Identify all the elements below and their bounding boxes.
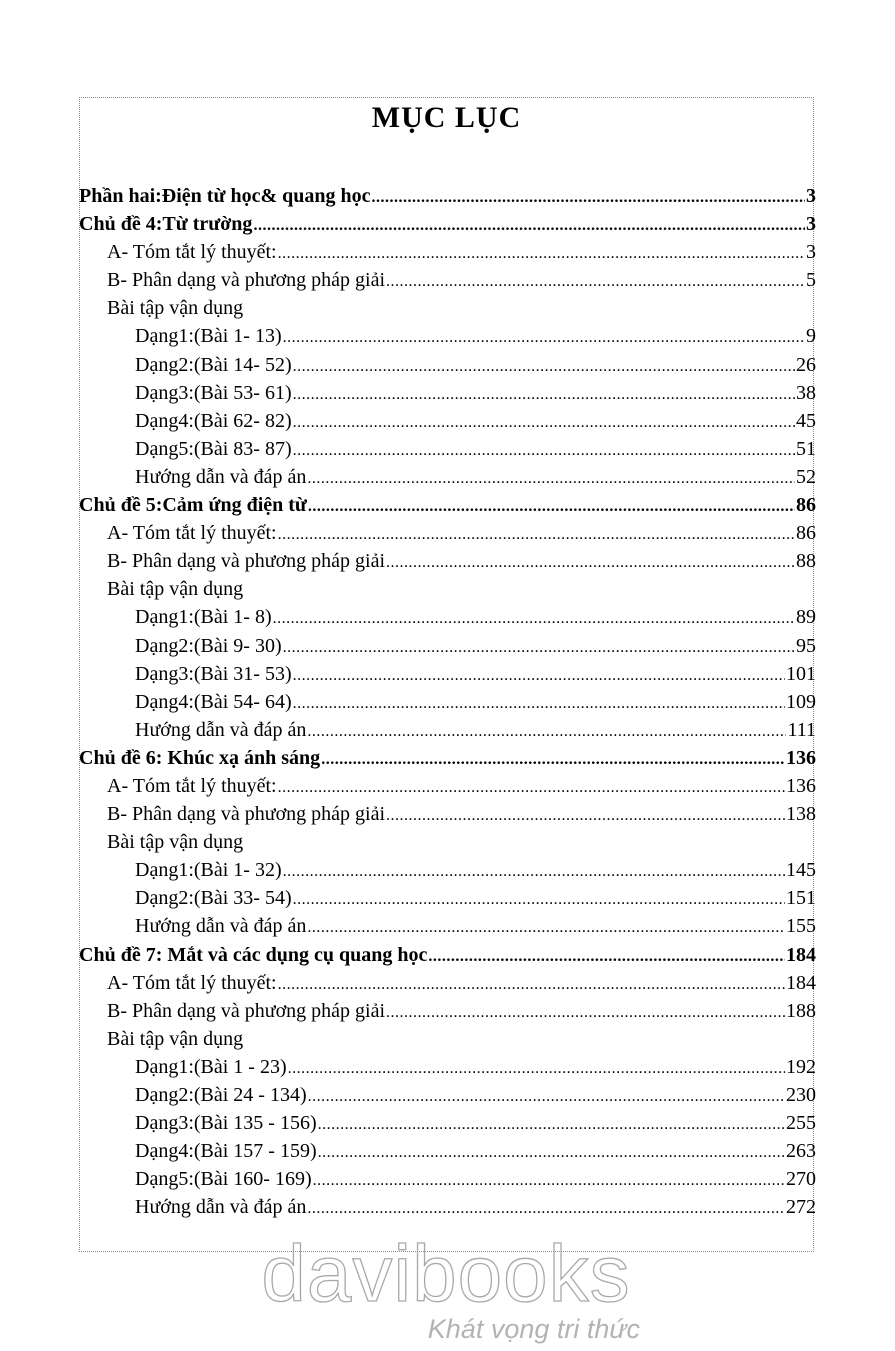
toc-subsection-entry[interactable] [79, 603, 816, 631]
toc-dot-leader [386, 802, 785, 828]
table-of-contents [79, 182, 816, 1221]
toc-chapter-entry[interactable] [79, 182, 816, 210]
toc-entry-label: B- Phân dạng và phương pháp giải [107, 999, 386, 1022]
toc-dot-leader [278, 240, 805, 266]
toc-subsection-entry[interactable] [79, 379, 816, 407]
toc-entry-label: Dạng3:(Bài 53- 61) [135, 381, 292, 404]
toc-subsection-entry[interactable] [79, 1137, 816, 1165]
toc-page-number: 151 [786, 887, 816, 910]
toc-entry-label: Dạng4:(Bài 54- 64) [135, 690, 292, 713]
toc-entry-label: Dạng3:(Bài 31- 53) [135, 662, 292, 685]
toc-dot-leader [428, 943, 785, 969]
toc-dot-leader [307, 718, 786, 744]
toc-entry-label: Chủ đề 4:Từ trường [79, 213, 253, 236]
toc-dot-leader [318, 1139, 785, 1165]
toc-page-number: 136 [786, 746, 816, 769]
toc-section-entry[interactable] [79, 997, 816, 1025]
toc-subsection-entry[interactable] [79, 632, 816, 660]
toc-dot-leader [293, 690, 785, 716]
toc-page-number: 3 [806, 185, 816, 207]
toc-entry-label: Dạng5:(Bài 83- 87) [135, 437, 292, 460]
toc-dot-leader [273, 605, 795, 631]
toc-subsection-entry[interactable] [79, 884, 816, 912]
toc-section-entry[interactable] [79, 266, 816, 294]
toc-subsection-entry[interactable] [79, 716, 816, 744]
toc-entry-label: A- Tóm tắt lý thuyết: [107, 241, 277, 264]
toc-dot-leader [278, 971, 785, 997]
toc-entry-label: B- Phân dạng và phương pháp giải [107, 269, 386, 292]
toc-dot-leader [307, 914, 785, 940]
toc-subsection-entry[interactable] [79, 1165, 816, 1193]
toc-chapter-entry[interactable] [79, 491, 816, 519]
toc-entry-label: Bài tập vận dụng [107, 297, 244, 320]
toc-section-entry[interactable] [79, 238, 816, 266]
toc-entry-label: Hướng dẫn và đáp án [135, 915, 307, 938]
toc-subsection-entry[interactable] [79, 856, 816, 884]
toc-dot-leader [318, 1111, 785, 1137]
toc-dot-leader [278, 521, 795, 547]
toc-dot-leader [321, 746, 785, 772]
toc-section-entry[interactable] [79, 800, 816, 828]
toc-page-number: 3 [806, 213, 816, 236]
page-title: MỤC LỤC [371, 101, 522, 134]
toc-entry-label: Chủ đề 6: Khúc xạ ánh sáng [79, 746, 321, 769]
toc-entry-label: A- Tóm tắt lý thuyết: [107, 971, 277, 994]
toc-section-entry[interactable] [79, 1025, 816, 1053]
toc-dot-leader [308, 1083, 785, 1109]
toc-page-number: 184 [786, 971, 816, 994]
toc-page-number: 52 [796, 465, 816, 488]
toc-entry-label: Dạng1:(Bài 1- 13) [135, 325, 282, 348]
toc-subsection-entry[interactable] [79, 1193, 816, 1221]
toc-page-number: 270 [786, 1168, 816, 1191]
toc-entry-label: Dạng3:(Bài 135 - 156) [135, 1112, 317, 1135]
toc-page-number: 86 [796, 522, 816, 545]
toc-entry-label: A- Tóm tắt lý thuyết: [107, 774, 277, 797]
toc-dot-leader [293, 409, 795, 435]
toc-entry-label: Dạng4:(Bài 62- 82) [135, 409, 292, 432]
toc-page-number: 26 [796, 353, 816, 376]
toc-dot-leader [293, 381, 795, 407]
toc-page-number: 230 [786, 1084, 816, 1106]
toc-page-number: 51 [796, 437, 816, 460]
toc-page-number: 89 [796, 606, 816, 629]
toc-page-number: 136 [786, 774, 816, 797]
toc-entry-label: Dạng2:(Bài 33- 54) [135, 887, 292, 910]
toc-entry-label: Bài tập vận dụng [107, 831, 244, 854]
toc-chapter-entry[interactable] [79, 210, 816, 238]
toc-page-number: 145 [786, 859, 816, 882]
toc-chapter-entry[interactable] [79, 941, 816, 969]
toc-entry-label: Bài tập vận dụng [107, 578, 244, 601]
toc-section-entry[interactable] [79, 547, 816, 575]
toc-page-number: 188 [786, 999, 816, 1022]
toc-subsection-entry[interactable] [79, 1109, 816, 1137]
toc-subsection-entry[interactable] [79, 1053, 816, 1081]
toc-dot-leader [288, 1055, 785, 1081]
toc-entry-label: Dạng1:(Bài 1- 8) [135, 606, 272, 629]
toc-entry-label: Hướng dẫn và đáp án [135, 1196, 307, 1219]
toc-dot-leader [278, 774, 785, 800]
toc-entry-label: Hướng dẫn và đáp án [135, 465, 307, 488]
toc-subsection-entry[interactable] [79, 1081, 816, 1109]
toc-entry-label: Dạng4:(Bài 157 - 159) [135, 1140, 317, 1163]
toc-entry-label: Dạng5:(Bài 160- 169) [135, 1168, 312, 1191]
toc-page-number: 95 [796, 634, 816, 657]
watermark-logo [246, 1228, 646, 1348]
toc-dot-leader [253, 212, 805, 238]
toc-dot-leader [386, 268, 805, 294]
toc-section-entry[interactable] [79, 828, 816, 856]
toc-page-number: 38 [796, 381, 816, 404]
toc-dot-leader [293, 353, 795, 379]
toc-entry-label: Chủ đề 7: Mắt và các dụng cụ quang học [79, 943, 428, 966]
toc-page-number: 3 [806, 241, 816, 264]
toc-page-number: 5 [806, 269, 816, 292]
toc-dot-leader [307, 1195, 785, 1221]
toc-page-number: 138 [786, 803, 816, 826]
toc-subsection-entry[interactable] [79, 660, 816, 688]
toc-dot-leader [293, 662, 785, 688]
toc-entry-label: B- Phân dạng và phương pháp giải [107, 803, 386, 826]
toc-page-number: 155 [786, 915, 816, 938]
toc-entry-label: Bài tập vận dụng [107, 1027, 244, 1050]
toc-page-number: 111 [787, 718, 816, 741]
toc-subsection-entry[interactable] [79, 322, 816, 350]
watermark-slogan: Khát vọng tri thức [427, 1314, 640, 1344]
toc-entry-label: Dạng1:(Bài 1 - 23) [135, 1055, 287, 1078]
toc-dot-leader [307, 465, 795, 491]
toc-page-number: 272 [786, 1196, 816, 1219]
toc-page-number: 45 [796, 409, 816, 432]
toc-entry-label: Chủ đề 5:Cảm ứng điện từ [79, 494, 307, 517]
toc-dot-leader [293, 437, 795, 463]
toc-page-number: 109 [786, 690, 816, 713]
toc-chapter-entry[interactable] [79, 744, 816, 772]
toc-section-entry[interactable] [79, 294, 816, 322]
toc-entry-label: Dạng1:(Bài 1- 32) [135, 859, 282, 882]
toc-dot-leader [372, 184, 806, 210]
toc-page-number: 263 [786, 1140, 816, 1163]
toc-dot-leader [313, 1167, 785, 1193]
toc-page-number: 184 [786, 943, 816, 966]
toc-subsection-entry[interactable] [79, 463, 816, 491]
toc-entry-label: Dạng2:(Bài 9- 30) [135, 634, 282, 657]
toc-dot-leader [386, 999, 785, 1025]
toc-subsection-entry[interactable] [79, 688, 816, 716]
watermark-brand: davibooks [261, 1229, 631, 1318]
toc-subsection-entry[interactable] [79, 912, 816, 940]
toc-section-entry[interactable] [79, 772, 816, 800]
toc-dot-leader [283, 324, 805, 350]
toc-page-number: 101 [786, 662, 816, 685]
toc-page-number: 86 [796, 494, 816, 517]
toc-dot-leader [293, 886, 785, 912]
toc-entry-label: A- Tóm tắt lý thuyết: [107, 522, 277, 545]
toc-entry-label: Hướng dẫn và đáp án [135, 718, 307, 741]
toc-subsection-entry[interactable] [79, 407, 816, 435]
toc-section-entry[interactable] [79, 575, 816, 603]
toc-entry-label: B- Phân dạng và phương pháp giải [107, 550, 386, 573]
toc-subsection-entry[interactable] [79, 351, 816, 379]
toc-section-entry[interactable] [79, 519, 816, 547]
toc-subsection-entry[interactable] [79, 435, 816, 463]
toc-dot-leader [386, 549, 795, 575]
toc-page-number: 192 [786, 1055, 816, 1078]
toc-dot-leader [283, 634, 795, 660]
toc-dot-leader [283, 858, 785, 884]
toc-entry-label: Phần hai:Điện từ học& quang học [79, 185, 371, 207]
toc-section-entry[interactable] [79, 969, 816, 997]
toc-entry-label: Dạng2:(Bài 24 - 134) [135, 1084, 307, 1106]
toc-page-number: 9 [806, 325, 816, 348]
toc-page-number: 88 [796, 550, 816, 573]
toc-page-number: 255 [786, 1112, 816, 1135]
toc-dot-leader [308, 493, 795, 519]
toc-entry-label: Dạng2:(Bài 14- 52) [135, 353, 292, 376]
